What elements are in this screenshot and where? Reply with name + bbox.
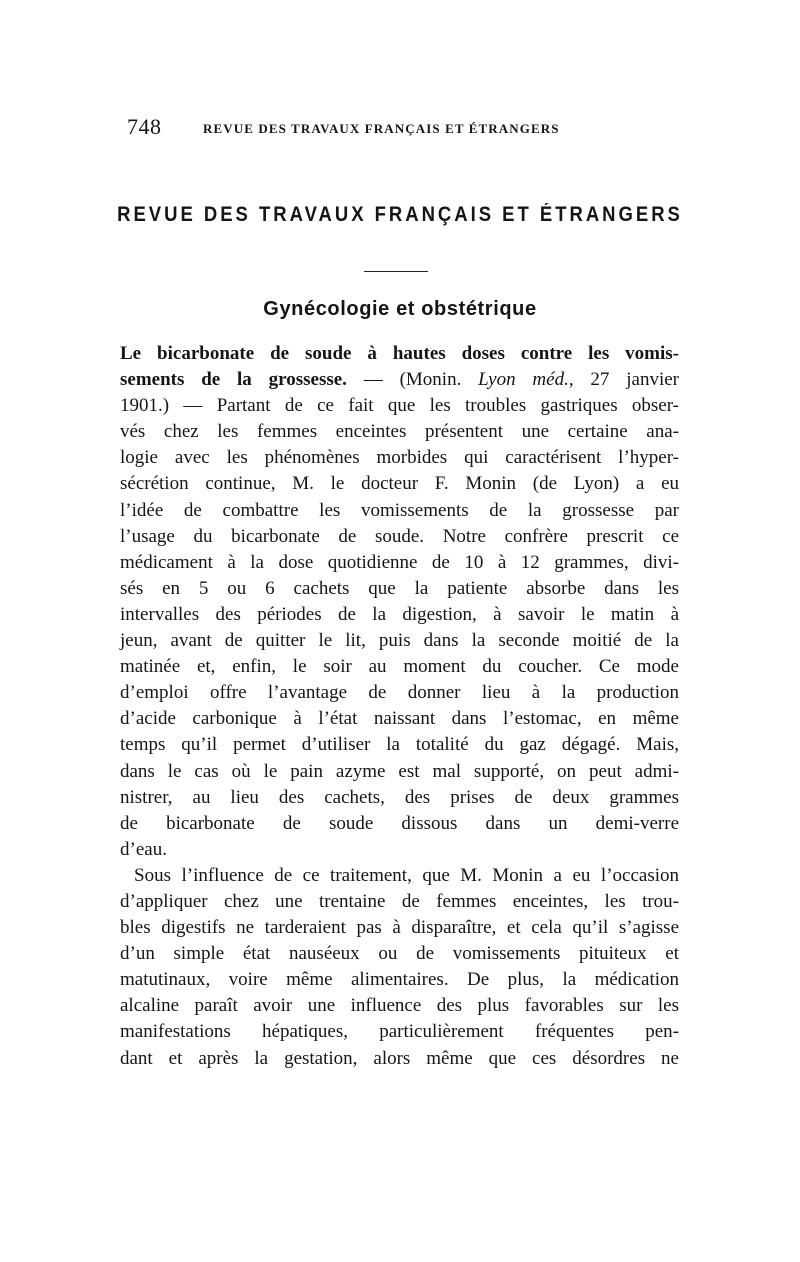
citation-date: 27 janvier bbox=[573, 369, 679, 391]
title-rule-divider bbox=[364, 271, 428, 272]
paragraph2-line: d’un simple état nauséeux ou de vomissements pituiteux et bbox=[120, 943, 679, 965]
page-number: 748 bbox=[127, 114, 162, 139]
paragraph2-line: dant et après la gestation, alors même que ces désordres ne bbox=[120, 1047, 679, 1069]
body-line: 1901.) — Partant de ce fait que les troubles gastriques obser- bbox=[120, 395, 679, 417]
body-line: l’idée de combattre les vomissements de la grossesse par bbox=[120, 499, 679, 521]
paragraph2-line: alcaline paraît avoir une influence des plus favorables sur les bbox=[120, 995, 679, 1017]
body-line: matinée et, enfin, le soir au moment du coucher. Ce mode bbox=[120, 656, 679, 678]
running-head bbox=[127, 112, 687, 142]
paragraph2-line: d’appliquer chez une trentaine de femmes enceintes, les trou- bbox=[120, 890, 679, 912]
body-line: d’acide carbonique à l’état naissant dans l’estomac, en même bbox=[120, 708, 679, 730]
article-title-part1: Le bicarbonate de soude à hautes doses contre les vomis- bbox=[120, 343, 679, 364]
body-line: sécrétion continue, M. le docteur F. Monin (de Lyon) a eu bbox=[120, 473, 679, 495]
article-citation-line bbox=[120, 367, 679, 393]
body-line: intervalles des périodes de la digestion, à savoir le matin à bbox=[120, 603, 679, 625]
body-line: d’emploi offre l’avantage de donner lieu à la production bbox=[120, 682, 679, 704]
body-line: temps qu’il permet d’utiliser la totalité du gaz dégagé. Mais, bbox=[120, 734, 679, 756]
body-line: nistrer, au lieu des cachets, des prises de deux grammes bbox=[120, 786, 679, 808]
body-line: logie avec les phénomènes morbides qui caractérisent l’hyper- bbox=[120, 447, 679, 469]
article-title-part2: sements de la grossesse. bbox=[120, 369, 347, 391]
body-line: sés en 5 ou 6 cachets que la patiente absorbe dans les bbox=[120, 577, 679, 599]
article-title-line bbox=[120, 341, 679, 367]
paragraph2-line: manifestations hépatiques, particulièrement fréquentes pen- bbox=[120, 1021, 679, 1043]
body-line: de bicarbonate de soude dissous dans un demi-verre bbox=[120, 812, 679, 834]
body-line: jeun, avant de quitter le lit, puis dans la seconde moitié de la bbox=[120, 630, 679, 652]
body-line: vés chez les femmes enceintes présentent une certaine ana- bbox=[120, 421, 679, 443]
body-line: médicament à la dose quotidienne de 10 à 12 grammes, divi- bbox=[120, 551, 679, 573]
main-title: REVUE DES TRAVAUX FRANÇAIS ET ÉTRANGERS bbox=[117, 203, 683, 226]
paragraph2-line: matutinaux, voire même alimentaires. De plus, la médication bbox=[120, 969, 679, 991]
citation-author: — (Monin. bbox=[346, 369, 479, 391]
paragraph2-line: bles digestifs ne tarderaient pas à disparaître, et cela qu’il s’agisse bbox=[120, 917, 679, 939]
section-heading: Gynécologie et obstétrique bbox=[263, 298, 537, 320]
body-line: dans le cas où le pain azyme est mal supporté, on peut admi- bbox=[120, 760, 679, 782]
citation-journal: Lyon méd., bbox=[478, 369, 574, 391]
body-line: d’eau. bbox=[120, 838, 167, 860]
running-head-title: REVUE DES TRAVAUX FRANÇAIS ET ÉTRANGERS bbox=[203, 121, 560, 136]
body-line: l’usage du bicarbonate de soude. Notre confrère prescrit ce bbox=[120, 525, 679, 547]
paragraph2-line: Sous l’influence de ce traitement, que M. Monin a eu l’occasion bbox=[134, 864, 679, 886]
article-body bbox=[120, 341, 679, 1072]
